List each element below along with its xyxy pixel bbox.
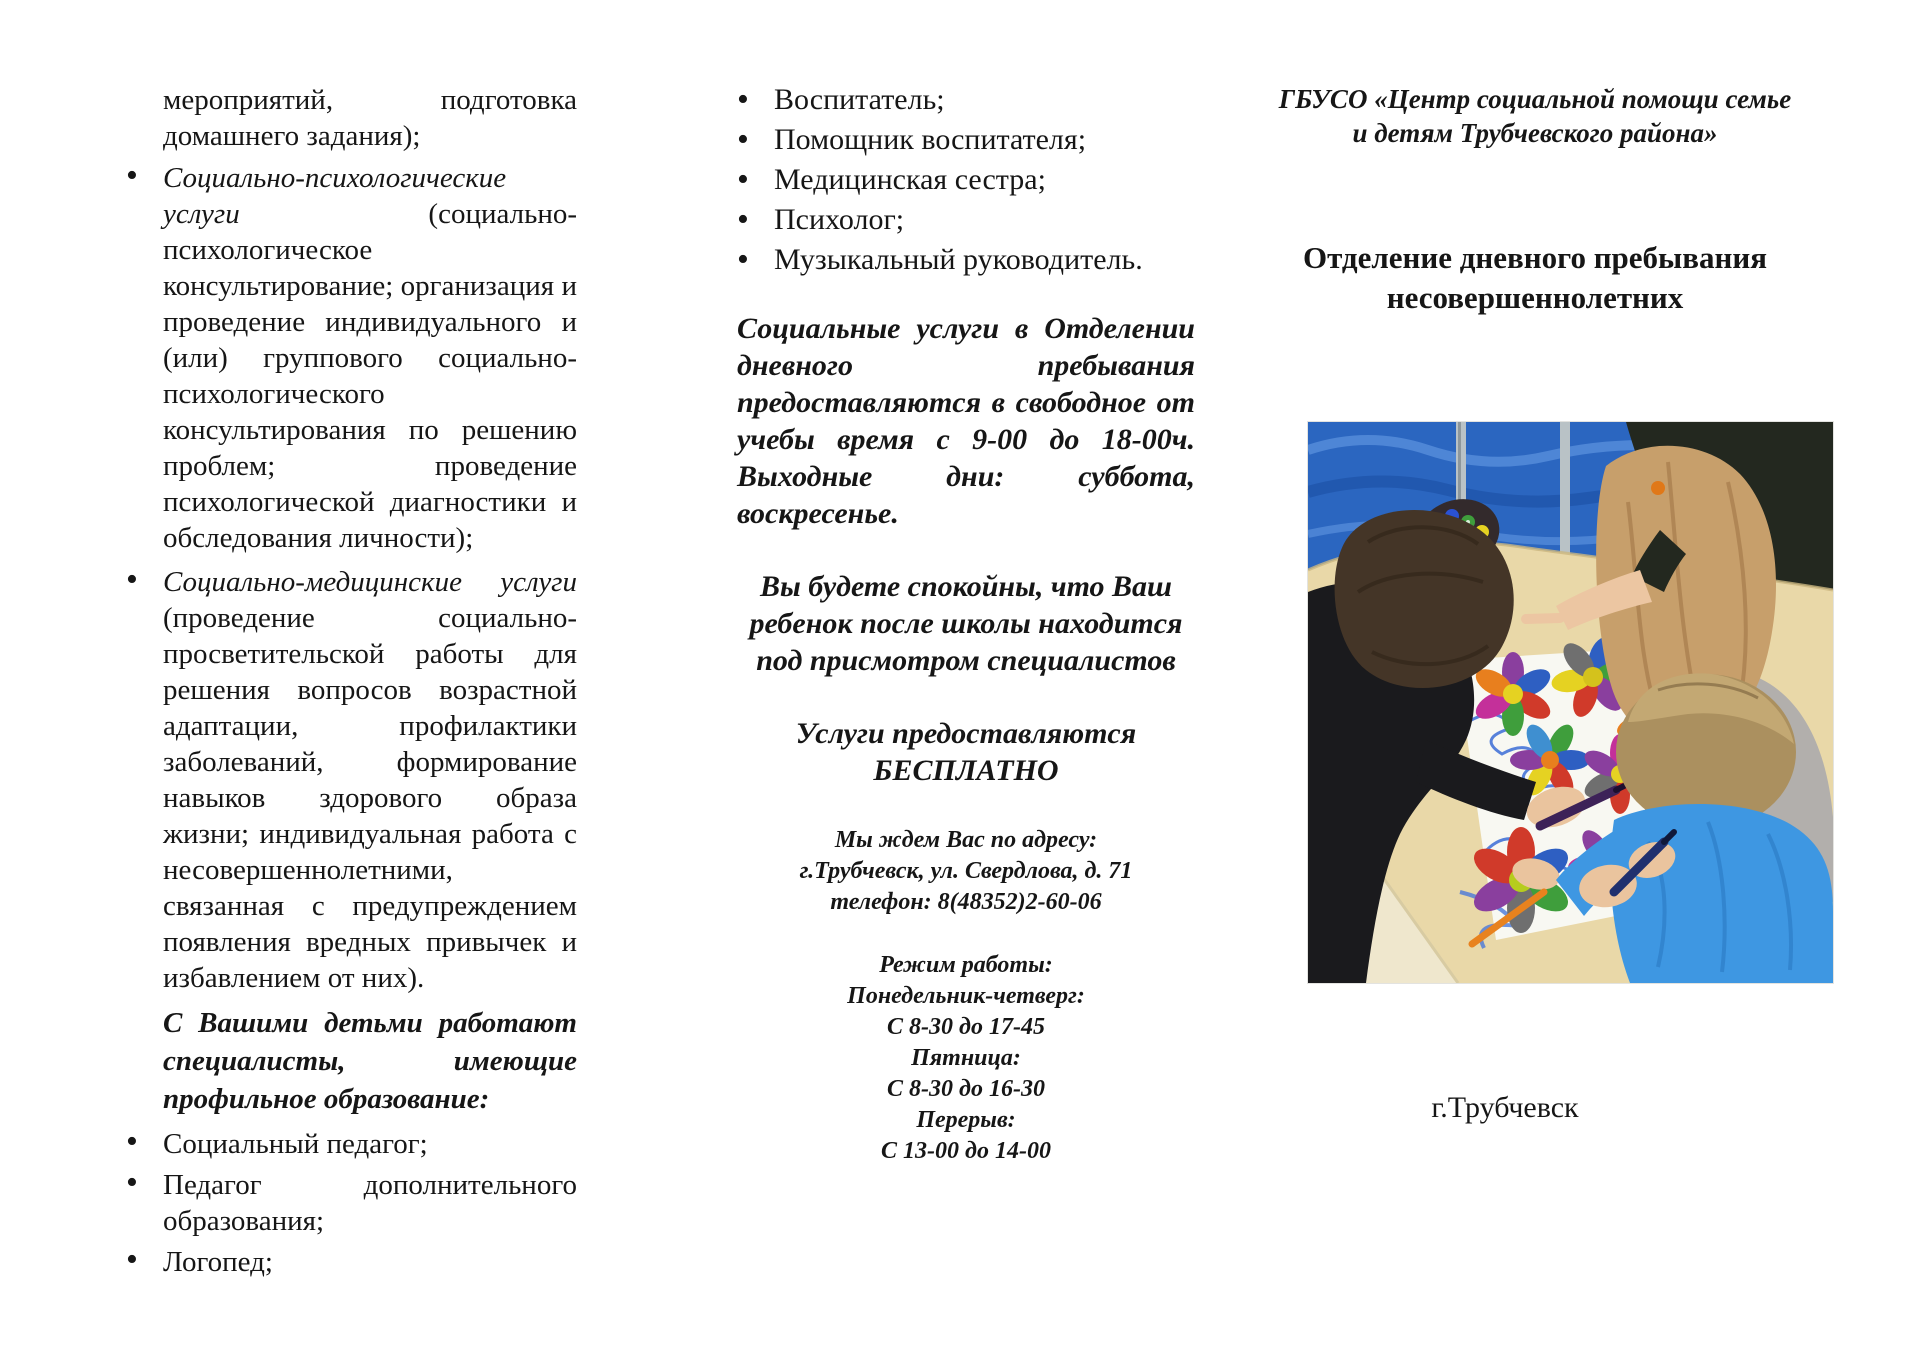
list-item: • Психолог; <box>737 200 1195 240</box>
children-craft-photo <box>1308 422 1833 983</box>
service-name: Социально-психологические услуги <box>163 162 507 230</box>
list-item: • Медицинская сестра; <box>737 160 1195 200</box>
schedule-line: С 8-30 до 17-45 <box>887 1014 1045 1040</box>
schedule-line: Пятница: <box>911 1045 1021 1071</box>
service-description: (социально-психологическое консультирование; организация и проведение индивидуального и (или) группового социально-психологического консультирования по решению проблем; проведение психологической диагностики и обследования личности); <box>163 198 577 554</box>
list-item: • Социальный педагог; <box>163 1126 577 1162</box>
column-info <box>737 80 1195 1167</box>
address-block <box>737 825 1195 918</box>
address-title: Мы ждем Вас по адресу: <box>834 827 1098 853</box>
list-item: • Музыкальный руководитель. <box>737 240 1195 280</box>
photo-caption: г.Трубчевск <box>1431 1091 1579 1124</box>
free-services-line: Услуги предоставляются <box>795 717 1137 750</box>
working-hours-paragraph: Социальные услуги в Отделении дневного пребывания предоставляются в свободное от учебы время с 9-00 до 18-00ч. Выходные дни: суббота, воскресенье. <box>737 312 1195 530</box>
organization-name: ГБУСО «Центр социальной помощи семье и детям Трубчевского района» <box>1278 84 1792 148</box>
free-services-emphasis: БЕСПЛАТНО <box>873 754 1059 787</box>
list-item: • Педагог дополнительного образования; <box>163 1167 577 1239</box>
specialists-heading: С Вашими детьми работают специалисты, имеющие профильное образование: <box>163 1007 577 1115</box>
list-item: • Помощник воспитателя; <box>737 120 1195 160</box>
staff-list <box>737 80 1195 280</box>
reassurance-paragraph: Вы будете спокойны, что Ваш ребенок после школы находится под присмотром специалистов <box>749 570 1183 677</box>
column-services <box>163 82 577 1280</box>
schedule-block <box>737 950 1195 1167</box>
department-title-line: несовершеннолетних <box>1386 280 1684 315</box>
schedule-line: С 8-30 до 16-30 <box>887 1076 1045 1102</box>
schedule-line: С 13-00 до 14-00 <box>881 1138 1051 1164</box>
address-line: г.Трубчевск, ул. Свердлова, д. 71 <box>799 858 1133 884</box>
schedule-line: Перерыв: <box>916 1107 1016 1133</box>
services-list <box>163 160 577 996</box>
department-title <box>1270 238 1800 318</box>
schedule-line: Понедельник-четверг: <box>847 983 1085 1009</box>
service-name: Социально-медицинские услуги <box>163 566 577 598</box>
list-item: • Воспитатель; <box>737 80 1195 120</box>
schedule-title: Режим работы: <box>879 952 1053 978</box>
phone-line: телефон: 8(48352)2-60-06 <box>830 889 1102 915</box>
department-title-line: Отделение дневного пребывания <box>1302 240 1768 275</box>
free-services-note <box>737 715 1195 789</box>
specialists-list <box>163 1126 577 1280</box>
list-item: • Логопед; <box>163 1244 577 1280</box>
service-description: (проведение социально-просветительской работы для решения вопросов возрастной адаптации, профилактики заболеваний, формирование навыков здорового образа жизни; индивидуальная работа с несовершеннолетними, связанная с предупреждением появления вредных привычек и избавлением от них). <box>163 602 577 994</box>
list-item <box>163 564 577 996</box>
list-item <box>163 160 577 556</box>
services-intro-paragraph: мероприятий, подготовка домашнего задания); <box>163 84 577 152</box>
